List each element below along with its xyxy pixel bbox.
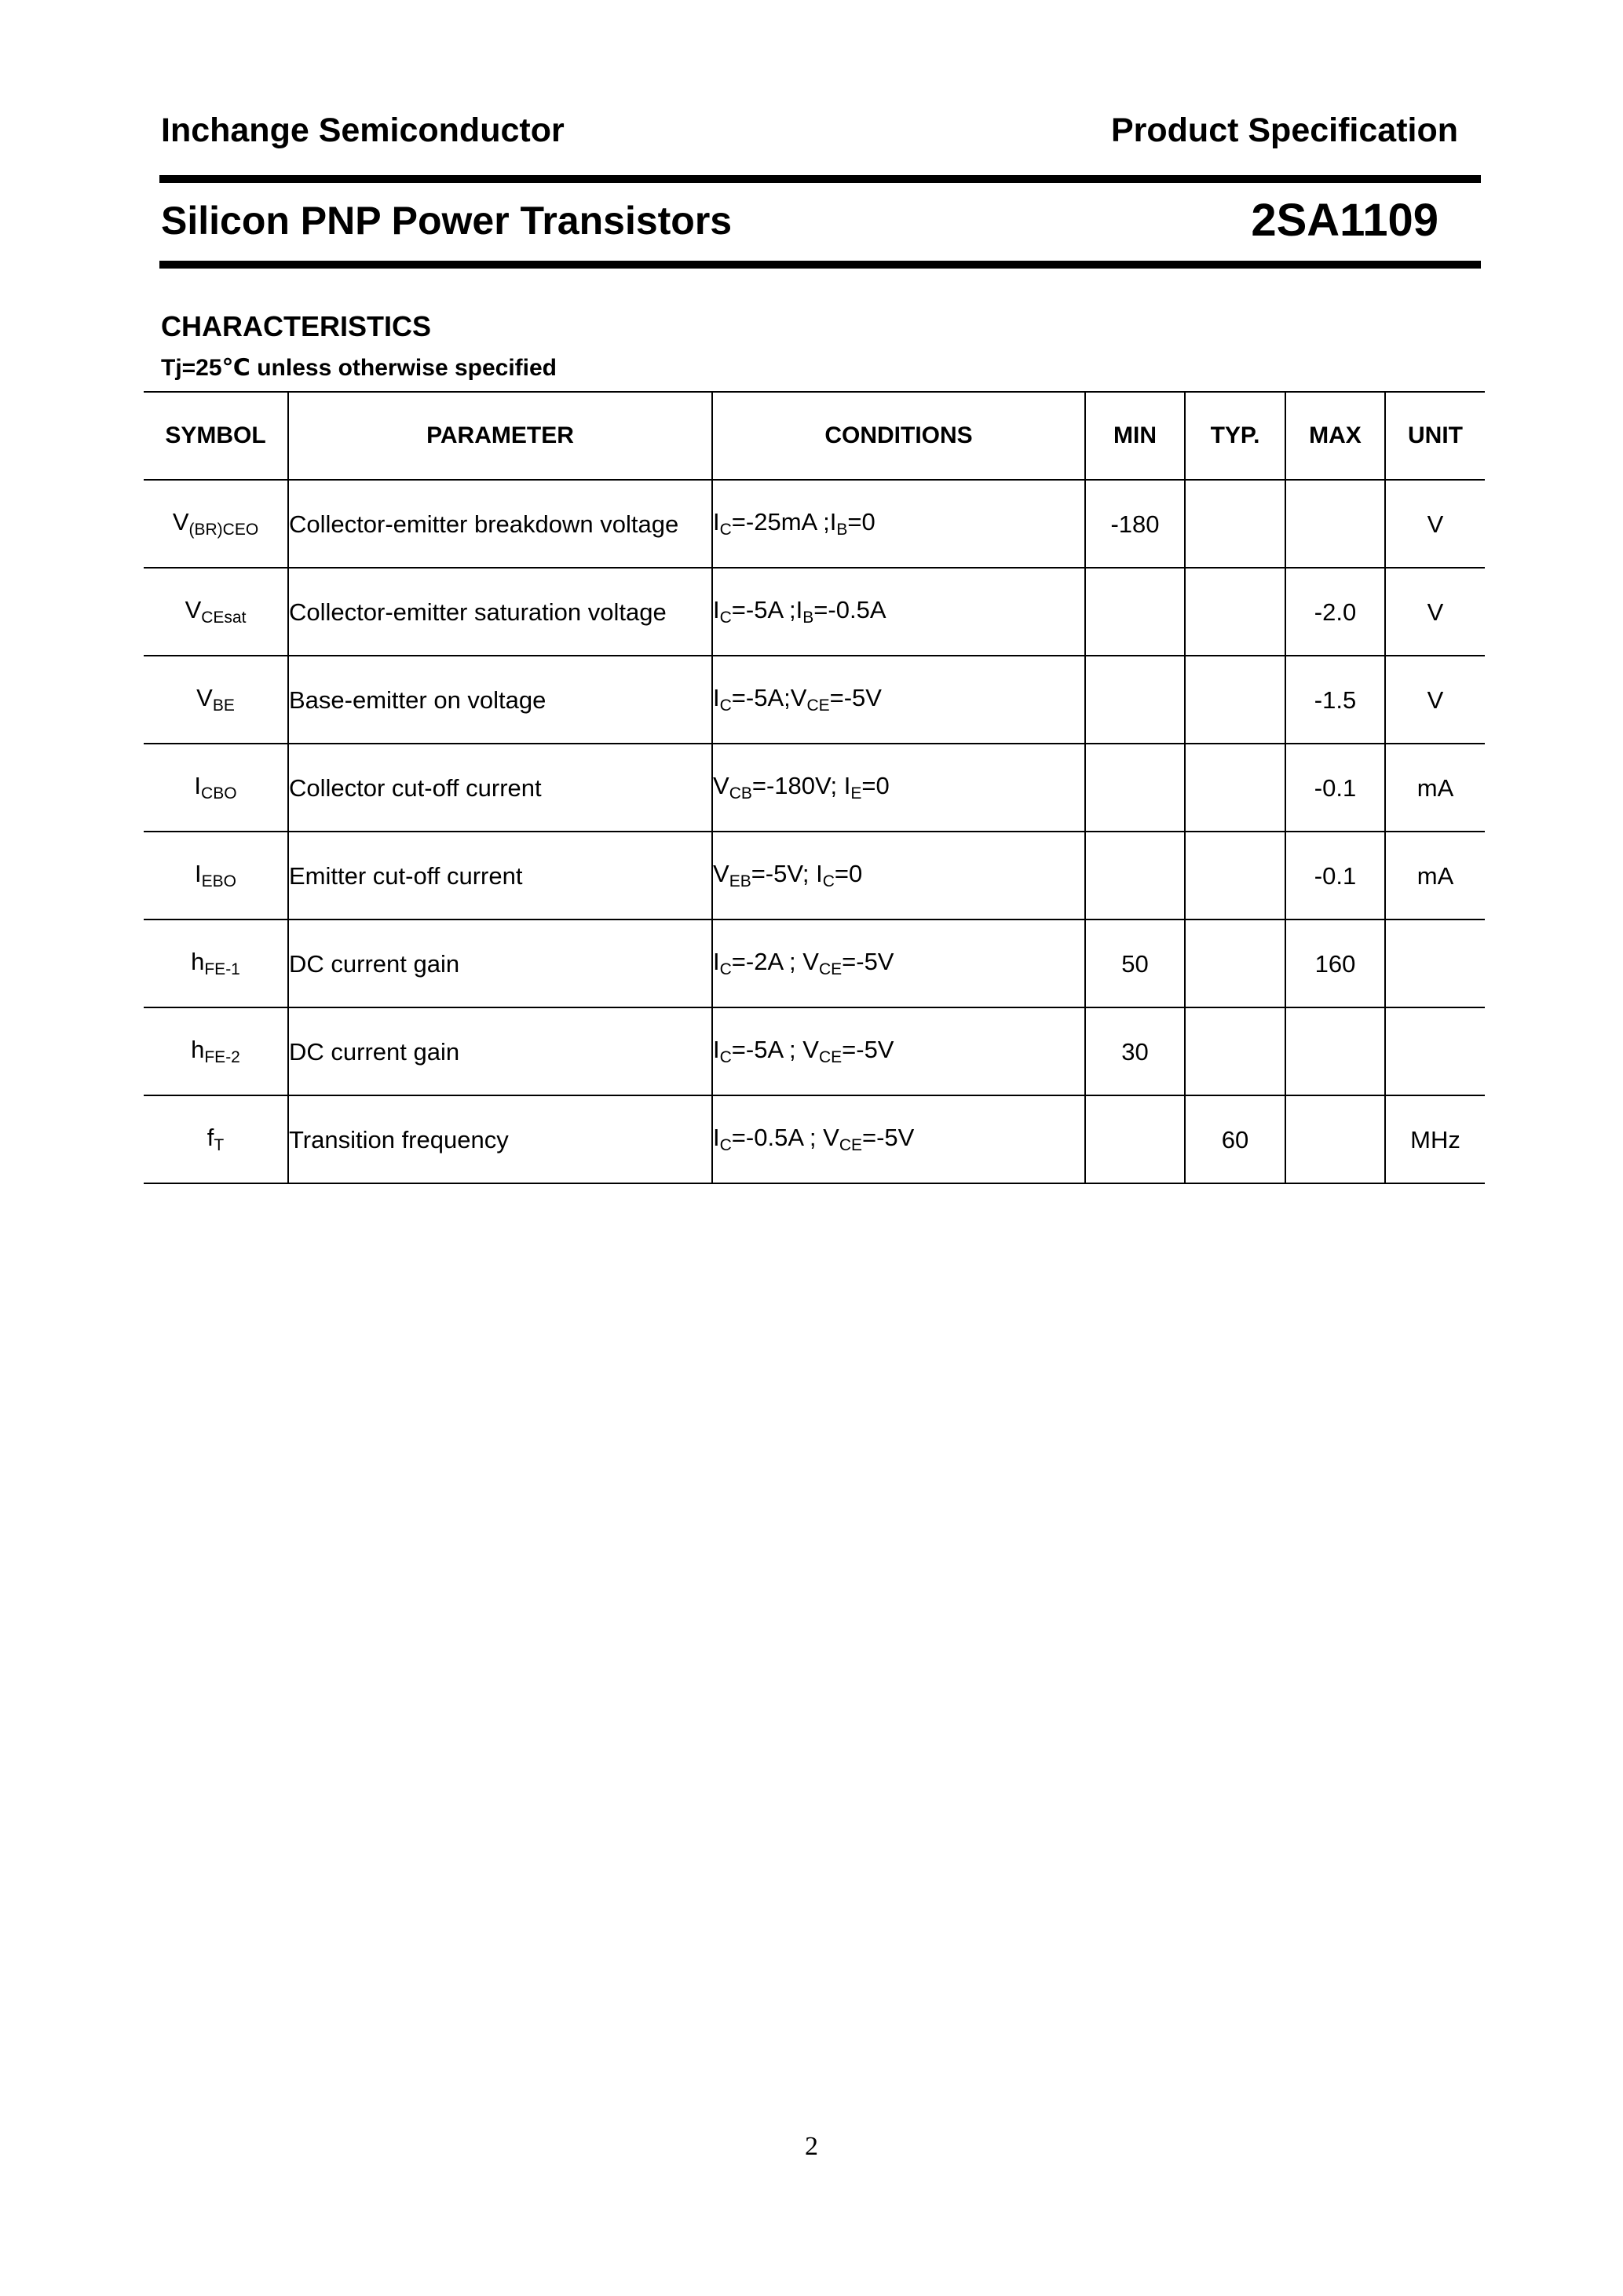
condition-text: V xyxy=(713,860,729,887)
condition-text: =-0.5A ; V xyxy=(731,1124,839,1151)
condition-text: =-2A ; V xyxy=(731,948,819,975)
condition-subscript: C xyxy=(822,872,835,890)
page-number: 2 xyxy=(805,2132,818,2161)
typ-cell xyxy=(1185,919,1285,1007)
conditions-cell xyxy=(712,919,1085,1007)
symbol-main: V xyxy=(185,596,202,623)
condition-text: I xyxy=(713,684,720,711)
table-row xyxy=(144,480,1485,568)
header-unit: UNIT xyxy=(1385,392,1485,480)
symbol-subscript: T xyxy=(214,1136,225,1154)
condition-text: I xyxy=(713,948,720,975)
typ-cell xyxy=(1185,480,1285,568)
condition-text: =-25mA ;I xyxy=(731,508,837,536)
symbol-main: f xyxy=(207,1124,214,1151)
parameter-cell: Emitter cut-off current xyxy=(288,832,712,919)
condition-text: =0 xyxy=(847,508,875,536)
unit-cell: mA xyxy=(1385,832,1485,919)
typ-cell xyxy=(1185,1007,1285,1095)
condition-text: =-180V; I xyxy=(751,772,851,799)
characteristics-table xyxy=(144,391,1485,1184)
header-parameter: PARAMETER xyxy=(288,392,712,480)
symbol-subscript: CBO xyxy=(201,784,237,803)
symbol-subscript: (BR)CEO xyxy=(188,521,259,539)
symbol-subscript: CEsat xyxy=(201,609,247,627)
parameter-cell: Collector cut-off current xyxy=(288,744,712,832)
max-cell xyxy=(1285,1095,1385,1183)
condition-subscript: CE xyxy=(818,1048,843,1066)
max-cell: -1.5 xyxy=(1285,656,1385,744)
parameter-cell: Collector-emitter saturation voltage xyxy=(288,568,712,656)
company-name: Inchange Semiconductor xyxy=(161,112,565,149)
table-row xyxy=(144,919,1485,1007)
symbol-cell xyxy=(144,832,288,919)
condition-subscript: C xyxy=(719,1136,732,1154)
product-line-title: Silicon PNP Power Transistors xyxy=(161,199,733,243)
condition-subscript: CE xyxy=(818,960,843,978)
symbol-main: I xyxy=(194,772,202,799)
header-divider xyxy=(159,175,1481,183)
symbol-subscript: EBO xyxy=(201,872,236,890)
table-row xyxy=(144,656,1485,744)
conditions-cell xyxy=(712,656,1085,744)
condition-text: =-5V xyxy=(862,1124,915,1151)
unit-cell: V xyxy=(1385,568,1485,656)
symbol-cell xyxy=(144,1095,288,1183)
condition-subscript: C xyxy=(719,1048,732,1066)
section-subtitle: Tj=25℃ unless otherwise specified xyxy=(161,355,557,381)
unit-cell: V xyxy=(1385,656,1485,744)
table-row xyxy=(144,1007,1485,1095)
symbol-subscript: FE-1 xyxy=(204,960,240,978)
conditions-cell xyxy=(712,744,1085,832)
parameter-cell: DC current gain xyxy=(288,919,712,1007)
max-cell: -2.0 xyxy=(1285,568,1385,656)
unit-cell: V xyxy=(1385,480,1485,568)
min-cell xyxy=(1085,832,1185,919)
parameter-cell: Transition frequency xyxy=(288,1095,712,1183)
condition-subscript: E xyxy=(850,784,862,803)
conditions-cell xyxy=(712,480,1085,568)
condition-text: V xyxy=(713,772,729,799)
max-cell xyxy=(1285,1007,1385,1095)
min-cell: 50 xyxy=(1085,919,1185,1007)
min-cell xyxy=(1085,568,1185,656)
condition-subscript: B xyxy=(802,609,814,627)
condition-subscript: C xyxy=(719,521,732,539)
symbol-main: I xyxy=(195,860,202,887)
typ-cell xyxy=(1185,744,1285,832)
part-number: 2SA1109 xyxy=(1251,195,1438,246)
symbol-main: V xyxy=(172,508,189,536)
document-type: Product Specification xyxy=(1110,112,1458,149)
typ-cell xyxy=(1185,656,1285,744)
header-typ: TYP. xyxy=(1185,392,1285,480)
condition-text: =-5A ;I xyxy=(731,596,803,623)
condition-text: I xyxy=(713,1036,720,1063)
table-body xyxy=(144,480,1485,1183)
condition-subscript: EB xyxy=(729,872,751,890)
condition-subscript: C xyxy=(719,696,732,715)
condition-text: I xyxy=(713,508,720,536)
title-divider xyxy=(159,261,1481,269)
section-title: CHARACTERISTICS xyxy=(161,310,432,342)
header-conditions: CONDITIONS xyxy=(712,392,1085,480)
max-cell: -0.1 xyxy=(1285,744,1385,832)
table-header-row xyxy=(144,392,1485,480)
conditions-cell xyxy=(712,832,1085,919)
conditions-cell xyxy=(712,1007,1085,1095)
min-cell xyxy=(1085,1095,1185,1183)
condition-text: =-5V xyxy=(842,948,894,975)
conditions-cell xyxy=(712,1095,1085,1183)
condition-subscript: CB xyxy=(729,784,752,803)
header-max: MAX xyxy=(1285,392,1385,480)
symbol-cell xyxy=(144,656,288,744)
symbol-cell xyxy=(144,744,288,832)
condition-text: =-5V; I xyxy=(751,860,823,887)
condition-subscript: C xyxy=(719,609,732,627)
condition-subscript: CE xyxy=(806,696,830,715)
table-row xyxy=(144,832,1485,919)
condition-text: =-0.5A xyxy=(813,596,886,623)
symbol-cell xyxy=(144,480,288,568)
max-cell: 160 xyxy=(1285,919,1385,1007)
parameter-cell: Base-emitter on voltage xyxy=(288,656,712,744)
unit-cell: MHz xyxy=(1385,1095,1485,1183)
typ-cell xyxy=(1185,568,1285,656)
parameter-cell: DC current gain xyxy=(288,1007,712,1095)
symbol-subscript: FE-2 xyxy=(204,1048,240,1066)
max-cell: -0.1 xyxy=(1285,832,1385,919)
typ-cell: 60 xyxy=(1185,1095,1285,1183)
table-row xyxy=(144,744,1485,832)
unit-cell xyxy=(1385,919,1485,1007)
condition-subscript: CE xyxy=(839,1136,862,1154)
min-cell xyxy=(1085,744,1185,832)
unit-cell xyxy=(1385,1007,1485,1095)
symbol-cell xyxy=(144,568,288,656)
min-cell: 30 xyxy=(1085,1007,1185,1095)
min-cell xyxy=(1085,656,1185,744)
condition-text: =0 xyxy=(861,772,890,799)
condition-text: I xyxy=(713,596,720,623)
header-min: MIN xyxy=(1085,392,1185,480)
unit-cell: mA xyxy=(1385,744,1485,832)
table-row xyxy=(144,568,1485,656)
condition-text: =-5V xyxy=(829,684,882,711)
condition-text: =0 xyxy=(834,860,863,887)
condition-text: =-5A ; V xyxy=(731,1036,819,1063)
condition-text: =-5A;V xyxy=(731,684,807,711)
parameter-cell: Collector-emitter breakdown voltage xyxy=(288,480,712,568)
condition-text: =-5V xyxy=(842,1036,894,1063)
condition-text: I xyxy=(713,1124,720,1151)
symbol-main: h xyxy=(191,1036,205,1063)
symbol-cell xyxy=(144,919,288,1007)
max-cell xyxy=(1285,480,1385,568)
condition-subscript: B xyxy=(836,521,848,539)
condition-subscript: C xyxy=(719,960,732,978)
symbol-cell xyxy=(144,1007,288,1095)
symbol-main: V xyxy=(196,684,213,711)
typ-cell xyxy=(1185,832,1285,919)
conditions-cell xyxy=(712,568,1085,656)
table-row xyxy=(144,1095,1485,1183)
min-cell: -180 xyxy=(1085,480,1185,568)
symbol-main: h xyxy=(191,948,205,975)
symbol-subscript: BE xyxy=(212,696,235,715)
header-symbol: SYMBOL xyxy=(165,422,266,448)
